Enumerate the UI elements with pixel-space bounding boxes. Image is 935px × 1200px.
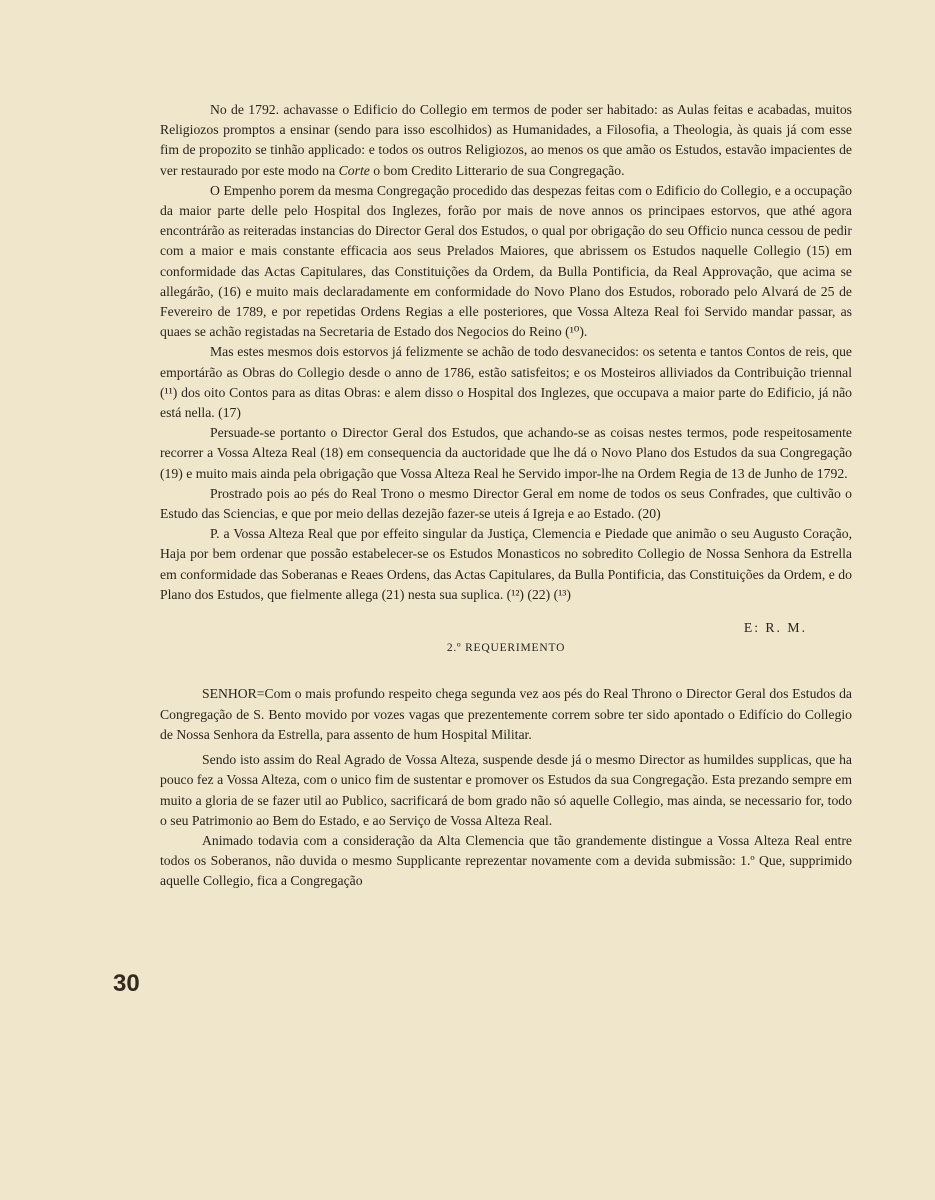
paragraph-5: Prostrado pois ao pés do Real Trono o mesmo Director Geral em nome de todos os seus Confrades, que cultivão o Estudo das Sciencias, e que por meio dellas dezejão fazer-se uteis á Igreja e ao Estado. (20) (160, 485, 852, 522)
second-requerimento (160, 684, 852, 891)
italic-word: Corte (338, 162, 370, 178)
paragraph-3: Mas estes mesmos dois estorvos já felizmente se achão de todo desvanecidos: os setenta e tantos Contos de reis, que emportárão as Obras do Collegio desde o anno de 1786, estão satisfeitos; e os Mosteiros alliviados da Contribuição triennal (¹¹) dos oito Contos para as ditas Obras: e alem disso o Hospital dos Inglezes, que occupava a maior parte do Edificio, já não está nella. (17) (160, 344, 852, 421)
paragraph-9: Animado todavia com a consideração da Alta Clemencia que tão grandemente distingue a Vossa Alteza Real entre todos os Soberanos, não duvida o mesmo Supplicante reprezentar novamente com a devida submissão: 1.º Que, supprimido aquelle Collegio, fica a Congregação (160, 832, 852, 889)
paragraph-8: Sendo isto assim do Real Agrado de Vossa Alteza, suspende desde já o mesmo Director as humildes supplicas, que ha pouco fez a Vossa Alteza, com o unico fim de sustentar e promover os Estudos da sua Congregação. Esta prezando sempre em muito a gloria de se fazer util ao Publico, sacrificará de bom grado não só aquelle Collegio, mas ainda, se necessario for, todo o seu Patrimonio ao Bem do Estado, e ao Serviço de Vossa Alteza Real. (160, 752, 852, 828)
paragraph-4: Persuade-se portanto o Director Geral dos Estudos, que achando-se as coisas nestes termos, pode respeitosamente recorrer a Vossa Alteza Real (18) em consequencia da auctoridade que lhe dá o Novo Plano dos Estudos da sua Congregação (19) e muito mais ainda pela obrigação que Vossa Alteza Real he Servido impor-lhe na Ordem Regia de 13 de Junho de 1792. (160, 425, 852, 481)
document-body (160, 100, 852, 892)
paragraph-1-tail: o bom Credito Litterario de sua Congregação. (373, 162, 625, 178)
paragraph-6: P. a Vossa Alteza Real que por effeito singular da Justiça, Clemencia e Piedade que animão o seu Augusto Coração, Haja por bem ordenar que possão estabelecer-se os Estudos Monasticos no sobredito Collegio de Nossa Senhora da Estrella em conformidade das Soberanas e Reaes Ordens, das Actas Capitulares, da Bulla Pontificia, das Constituições da Ordem, e do Plano dos Estudos, que fielmente allega (21) nesta sua suplica. (¹²) (22) (¹³) (160, 526, 852, 602)
signature: E: R. M. (743, 620, 807, 636)
page-number: 30 (113, 970, 140, 997)
paragraph-2: O Empenho porem da mesma Congregação procedido das despezas feitas com o Edificio do Collegio, e a occupação da maior parte delle pelo Hospital dos Inglezes, forão por mais de nove annos os principaes estorvos, que athé agora encontrárão as reiteradas instancias do Director Geral dos Estudos, o qual por obrigação do seu Officio nunca cessou de pedir com a maior e mais constante efficacia aos seus Prelados Maiores, que abrissem os Estudos naquelle Collegio (15) em conformidade das Actas Capitulares, das Constituições da Ordem, da Bulla Pontificia, da Real Approvação, que acima se allegárão, (16) e muito mais declaradamente em conformidade do Novo Plano dos Estudos, roborado pelo Alvará de 25 de Fevereiro de 1789, e por repetidas Ordens Regias a elle posteriores, que Vossa Alteza Real foi Servido mandar passar, as quaes se achão registadas na Secretaria de Estado dos Negocios do Reino (¹⁰). (160, 182, 852, 340)
paragraph-1 (160, 100, 852, 181)
paragraph-1-text: No de 1792. achavasse o Edificio do Collegio em termos de poder ser habitado: as Aulas feitas e acabadas, muitos Religiozos promptos a ensinar (sendo para isso escolhidos) as Humanidades, a Filosofia, a Theologia, às quais já com esse fim de propozito se tinhão applicado: e todos os outros Religiozos, ao menos os que amão os Estudos, estavão impacientes de ver restaurado por este modo na (160, 102, 852, 178)
section-heading: 2.º REQUERIMENTO (446, 642, 566, 655)
paragraph-7: SENHOR=Com o mais profundo respeito chega segunda vez aos pés do Real Throno o Director Geral dos Estudos da Congregação de S. Bento movido por vozes vagas que prezentemente correm sobre ter sido apontado o Edifício do Collegio de Nossa Senhora da Estrella, para assento de hum Hospital Militar. (160, 686, 852, 742)
